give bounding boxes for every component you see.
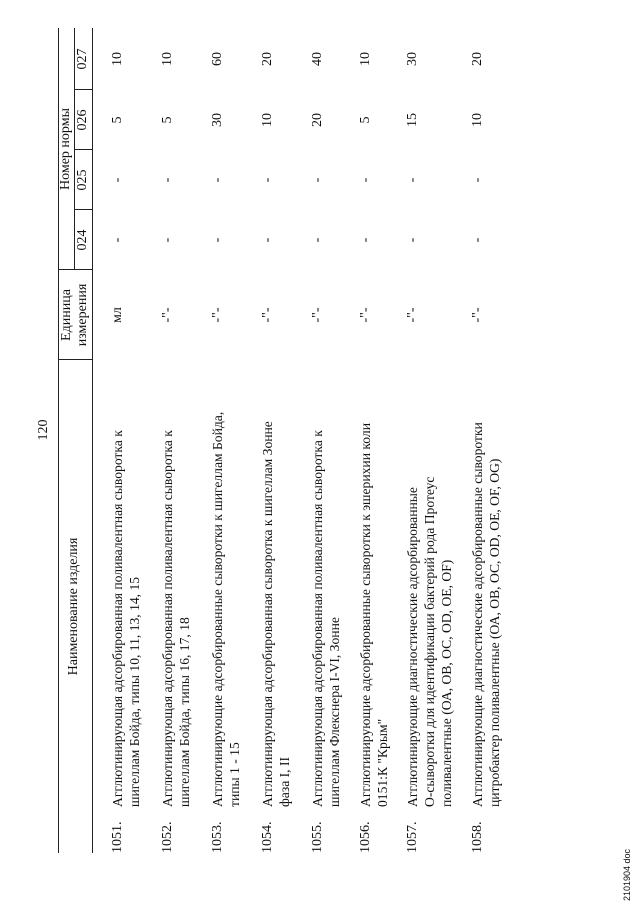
header-unit-line1: Единица: [59, 289, 74, 341]
row-number: 1052.: [160, 821, 175, 853]
row-name-line1: Агглютинирующая адсорбированная поливалентная сыворотка к: [160, 430, 175, 807]
header-bottom-rule: [92, 28, 93, 853]
row-number: 1051.: [110, 821, 125, 853]
row-value-025: -: [160, 177, 175, 183]
row-value-027: 20: [260, 52, 275, 66]
row-number: 1055.: [310, 821, 325, 853]
row-name-line2: шигеллам Бойда, типы 16, 17, 18: [177, 617, 192, 807]
row-value-024: -: [358, 237, 373, 243]
row-value-024: -: [110, 237, 125, 243]
header-norm: Номер нормы: [58, 108, 73, 190]
row-value-024: -: [470, 237, 485, 243]
row-name-line1: Агглютинирующие диагностические адсорбированные: [405, 487, 420, 807]
header-unit-line2: измерения: [75, 283, 90, 347]
row-unit: -"-: [310, 307, 325, 323]
row-value-026: 10: [470, 113, 485, 127]
row-value-026: 5: [110, 116, 125, 124]
row-name-line2: типы 1 - 15: [227, 742, 242, 807]
row-unit: -"-: [210, 307, 225, 323]
row-value-027: 10: [358, 52, 373, 66]
row-name-line1: Агглютинирующие адсорбированные сыворотки к шигеллам Бойда,: [210, 411, 225, 807]
row-value-024: -: [210, 237, 225, 243]
row-unit: -"-: [160, 307, 175, 323]
row-unit: мл: [110, 307, 125, 323]
row-value-027: 20: [470, 52, 485, 66]
row-number: 1057.: [405, 821, 420, 853]
row-name-line2: шигеллам Флекснера I-VI, Зонне: [327, 617, 342, 807]
row-name-line2: фаза I, II: [277, 756, 292, 807]
row-value-026: 5: [358, 116, 373, 124]
row-number: 1054.: [260, 821, 275, 853]
header-n027: 027: [75, 48, 90, 70]
row-value-027: 10: [160, 52, 175, 66]
row-name-line1: Агглютинирующая адсорбированная поливалентная сыворотка к: [310, 430, 325, 807]
row-value-025: -: [358, 177, 373, 183]
footer-code: 2101904 doc: [622, 848, 632, 901]
row-number: 1058.: [470, 821, 485, 853]
row-value-027: 60: [210, 52, 225, 66]
row-value-025: -: [405, 177, 420, 183]
row-value-025: -: [470, 177, 485, 183]
row-number: 1056.: [358, 821, 373, 853]
row-name-line1: Агглютинирующие адсорбированные сыворотки к эшерихии коли: [358, 423, 373, 807]
row-value-024: -: [405, 237, 420, 243]
row-value-025: -: [260, 177, 275, 183]
row-value-026: 5: [160, 116, 175, 124]
row-name-line2: цитробактер поливалентные (ОА, ОВ, ОС, OD, ОЕ, OF, OG): [487, 458, 502, 807]
row-unit: -"-: [260, 307, 275, 323]
row-name-line1: Агглютинирующая адсорбированная поливалентная сыворотка к: [110, 430, 125, 807]
row-value-024: -: [310, 237, 325, 243]
row-value-024: -: [260, 237, 275, 243]
header-n025: 025: [75, 169, 90, 191]
row-value-026: 15: [405, 113, 420, 127]
row-value-026: 30: [210, 113, 225, 127]
header-n026: 026: [75, 109, 90, 131]
row-value-026: 20: [310, 113, 325, 127]
row-name-line3: поливалентные (ОА, ОВ, ОС, OD, ОЕ, OF): [439, 559, 454, 807]
row-unit: -"-: [470, 307, 485, 323]
row-value-026: 10: [260, 113, 275, 127]
row-value-025: -: [210, 177, 225, 183]
page-number: 120: [36, 419, 51, 441]
row-value-025: -: [310, 177, 325, 183]
header-n024: 024: [75, 229, 90, 251]
row-name-line2: шигеллам Бойда, типы 10, 11, 13, 14, 15: [127, 576, 142, 807]
row-number: 1053.: [210, 821, 225, 853]
row-name-line1: Агглютинирующие диагностические адсорбированные сыворотки: [470, 422, 485, 807]
row-value-027: 10: [110, 52, 125, 66]
row-value-025: -: [110, 177, 125, 183]
row-name-line1: Агглютинирующая адсорбированная сыворотка к шигеллам Зонне: [260, 421, 275, 807]
row-unit: -"-: [405, 307, 420, 323]
row-value-024: -: [160, 237, 175, 243]
row-value-027: 30: [405, 52, 420, 66]
row-name-line2: 0151:К "Крым": [375, 718, 390, 807]
row-unit: -"-: [358, 307, 373, 323]
row-name-line2: О-сыворотки для идентификации бактерий рода Протеус: [422, 476, 437, 807]
header-name: Наименование изделия: [66, 537, 81, 676]
row-value-027: 40: [310, 52, 325, 66]
